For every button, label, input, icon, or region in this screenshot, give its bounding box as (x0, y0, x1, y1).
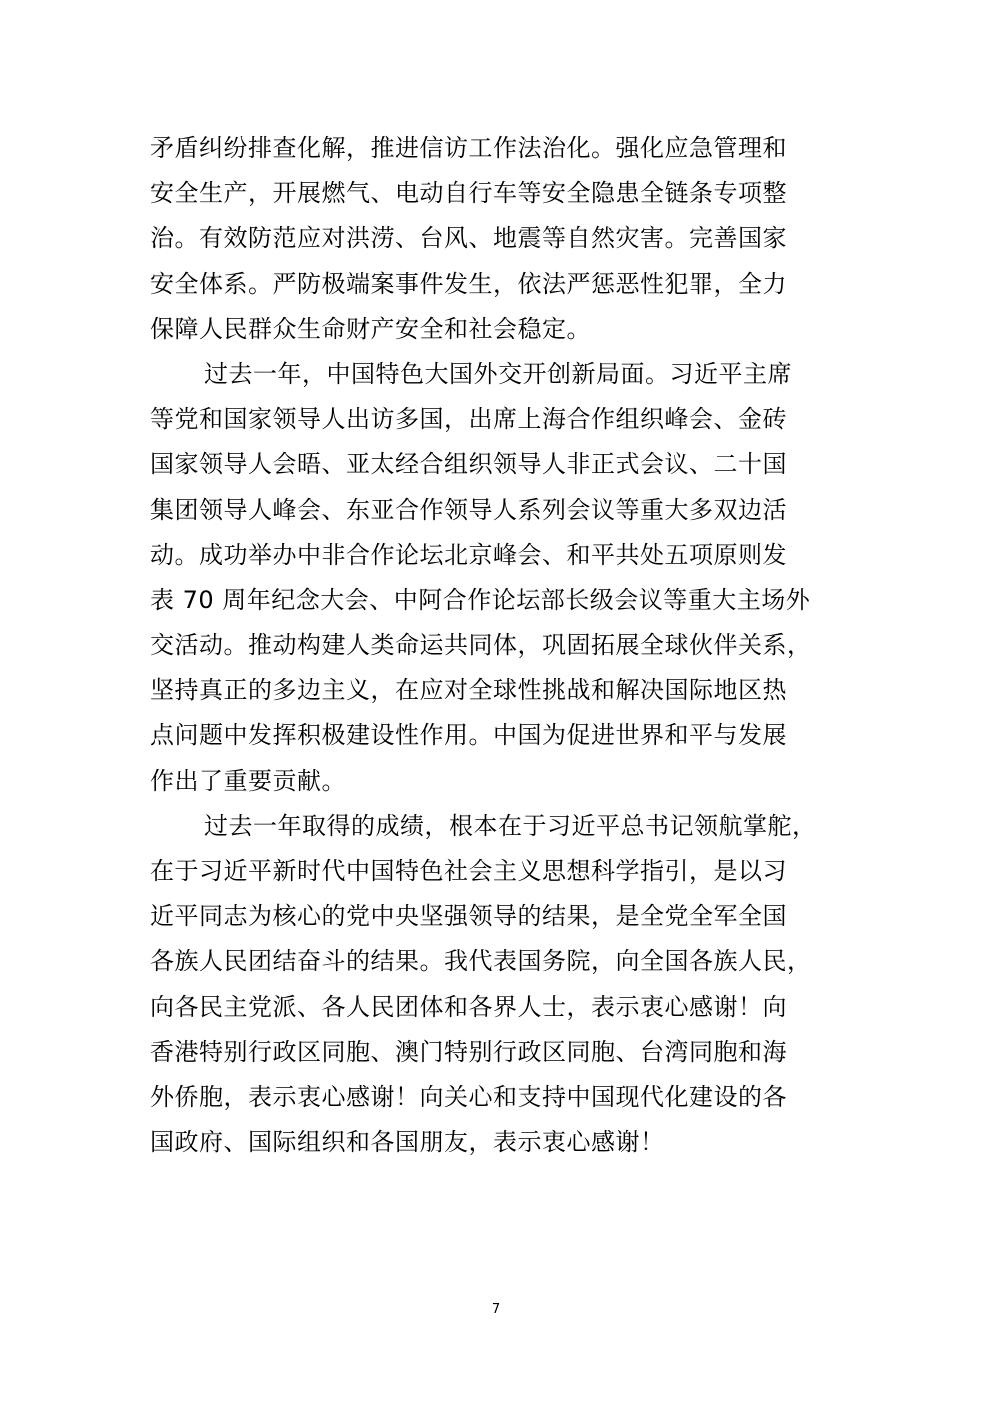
text-line: 安全体系。严防极端案事件发生，依法严惩恶性犯罪，全力 (150, 269, 787, 298)
text-line: 外侨胞，表示衷心感谢！向关心和支持中国现代化建设的各 (150, 1082, 787, 1111)
paragraph-first-line: 过去一年，中国特色大国外交开创新局面。习近平主席 (204, 359, 792, 388)
document-body (150, 126, 895, 1165)
text-line: 向各民主党派、各人民团体和各界人士，表示衷心感谢！向 (150, 992, 787, 1021)
text-line: 动。成功举办中非合作论坛北京峰会、和平共处五项原则发 (150, 540, 787, 569)
text-line: 等党和国家领导人出访多国，出席上海合作组织峰会、金砖 (150, 405, 787, 434)
text-line: 近平同志为核心的党中央坚强领导的结果，是全党全军全国 (150, 902, 787, 931)
text-line: 各族人民团结奋斗的结果。我代表国务院，向全国各族人民， (150, 947, 812, 976)
text-line: 在于习近平新时代中国特色社会主义思想科学指引，是以习 (150, 857, 787, 885)
text-line: 表 70 周年纪念大会、中阿合作论坛部长级会议等重大主场外 (150, 585, 811, 614)
text-line: 国政府、国际组织和各国朋友，表示衷心感谢！ (150, 1128, 665, 1157)
text-line: 坚持真正的多边主义，在应对全球性挑战和解决国际地区热 (150, 676, 787, 705)
text-line: 矛盾纠纷排查化解，推进信访工作法治化。强化应急管理和 (150, 134, 787, 162)
text-line: 国家领导人会晤、亚太经合组织领导人非正式会议、二十国 (150, 450, 787, 479)
paragraph-first-line: 过去一年取得的成绩，根本在于习近平总书记领航掌舵， (204, 811, 817, 840)
text-line: 点问题中发挥积极建设性作用。中国为促进世界和平与发展 (150, 721, 787, 750)
text-line: 作出了重要贡献。 (150, 766, 346, 795)
text-line: 安全生产，开展燃气、电动自行车等安全隐患全链条专项整 (150, 179, 787, 208)
text-line: 香港特别行政区同胞、澳门特别行政区同胞、台湾同胞和海 (150, 1037, 787, 1066)
text-line: 集团领导人峰会、东亚合作领导人系列会议等重大多双边活 (150, 495, 787, 524)
text-line: 保障人民群众生命财产安全和社会稳定。 (150, 314, 591, 343)
page-number: 7 (491, 1302, 501, 1317)
text-line: 治。有效防范应对洪涝、台风、地震等自然灾害。完善国家 (150, 224, 787, 253)
text-line: 交活动。推动构建人类命运共同体，巩固拓展全球伙伴关系， (150, 631, 812, 660)
